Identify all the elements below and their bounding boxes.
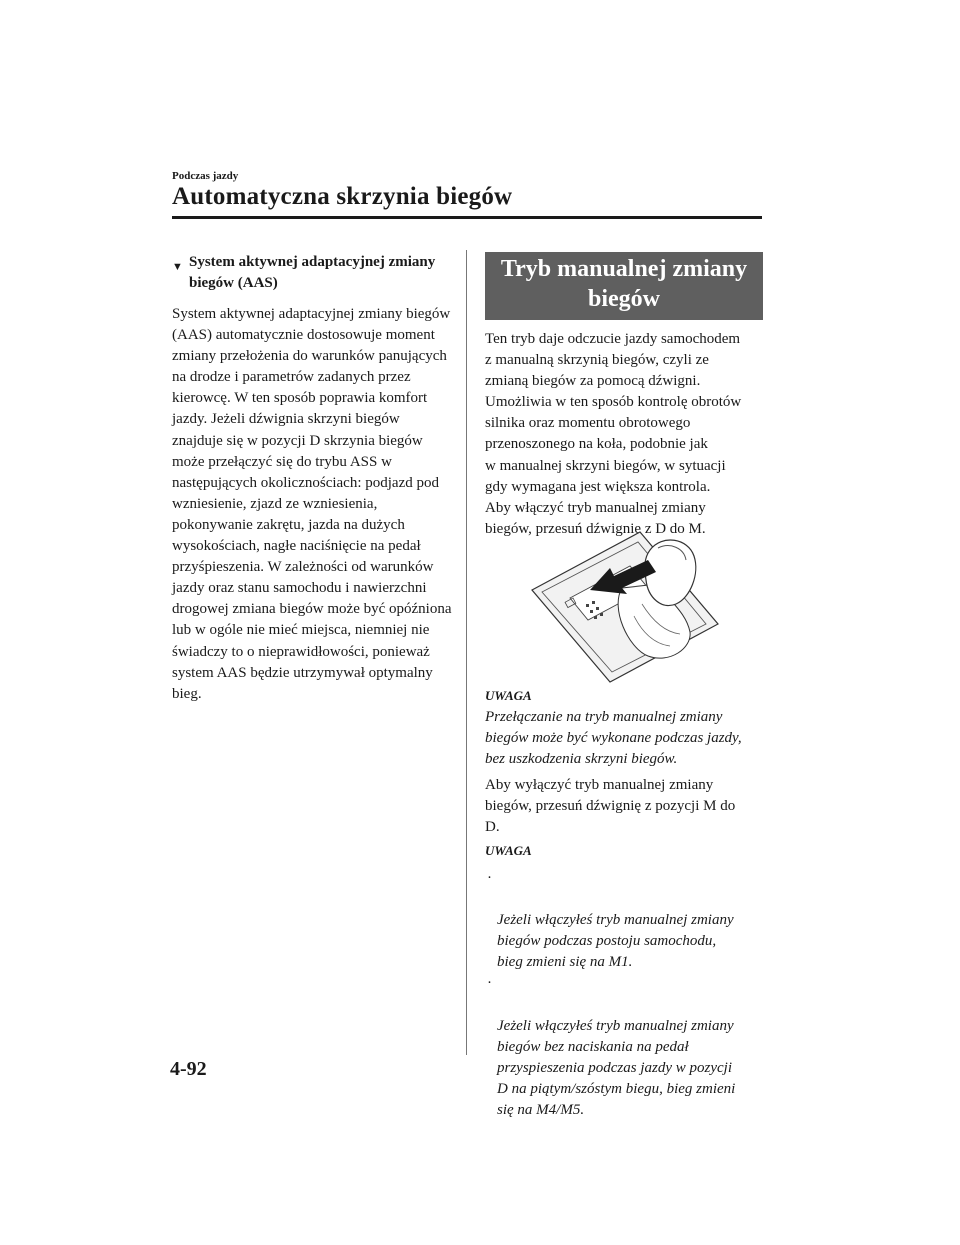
list-item [485,868,770,973]
page-number: 4-92 [170,1058,207,1080]
bullet-icon: · [487,975,492,992]
section-title-banner: Tryb manualnej zmiany biegów [485,252,763,320]
bullet-icon: · [487,870,492,886]
right-column [485,252,765,540]
subsection-heading-text: System aktywnej adaptacyjnej zmiany biegów (AAS) [189,254,436,291]
triangle-down-icon: ▼ [172,261,183,273]
left-column [172,252,454,705]
running-head: Podczas jazdy [172,170,239,182]
note-label: UWAGA [485,688,532,703]
manual-mode-exit-text: Aby wyłączyć tryb manualnej zmiany biegów, przesuń dźwignię z pozycji M do D. [485,777,736,836]
page-title: Automatyczna skrzynia biegów [172,183,513,210]
note-bullet-list [485,868,770,1121]
title-rule [172,216,762,219]
manual-mode-intro-text: Ten tryb daje odczucie jazdy samochodem z manualną skrzynią biegów, czyli ze zmianą biegów za pomocą dźwigni. Umożliwia w ten sposób kontrolę obrotów silnika oraz momentu obrotowego przenoszonego na koła, podobnie jak w manualnej skrzyni biegów, w sytuacji gdy wymagana jest większa kontrola. Aby włączyć tryb manualnej zmiany biegów, przesuń dźwignię z D do M. [485,331,742,537]
note-text: Przełączanie na tryb manualnej zmiany biegów może być wykonane podczas jazdy, bez uszkodzenia skrzyni biegów. [485,709,742,768]
subsection-heading [172,252,454,294]
bullet-text: Jeżeli włączyłeś tryb manualnej zmiany biegów bez naciskania na pedał przyspieszenia podczas jazdy w pozycji D na piątym/szóstym biegu, bieg zmieni się na M4/M5. [497,1017,736,1119]
bullet-text: Jeżeli włączyłeś tryb manualnej zmiany biegów podczas postoju samochodu, bieg zmieni się na M1. [497,912,734,971]
list-item [485,973,770,1121]
note-label-2: UWAGA [485,843,532,858]
aas-body-text: System aktywnej adaptacyjnej zmiany biegów (AAS) automatycznie dostosowuje moment zmiany przełożenia do warunków panujących na drodze i parametrów zadanych przez kierowcę. W ten sposób poprawia komfort jazdy. Jeżeli dźwignia skrzyni biegów znajduje się w pozycji D skrzynia biegów może przełączyć się do trybu ASS w następujących okolicznościach: podjazd pod wzniesienie, zjazd ze wzniesienia, pokonywanie zakrętu, jazda na dużych wysokościach, nagłe naciśnięcie na pedał przyśpieszenia. W zależności od warunków jazdy oraz stanu samochodu i nawierzchni drogowej zmiana biegów może być opóźniona lub w ogóle nie mieć miejsca, niemniej nie świadczy to o nieprawidłowości, ponieważ system AAS będzie utrzymywał optymalny bieg. [172,306,452,702]
gear-shift-lever-illustration [530,528,720,683]
gear-shift-icon [530,528,720,683]
column-divider [466,250,467,1055]
